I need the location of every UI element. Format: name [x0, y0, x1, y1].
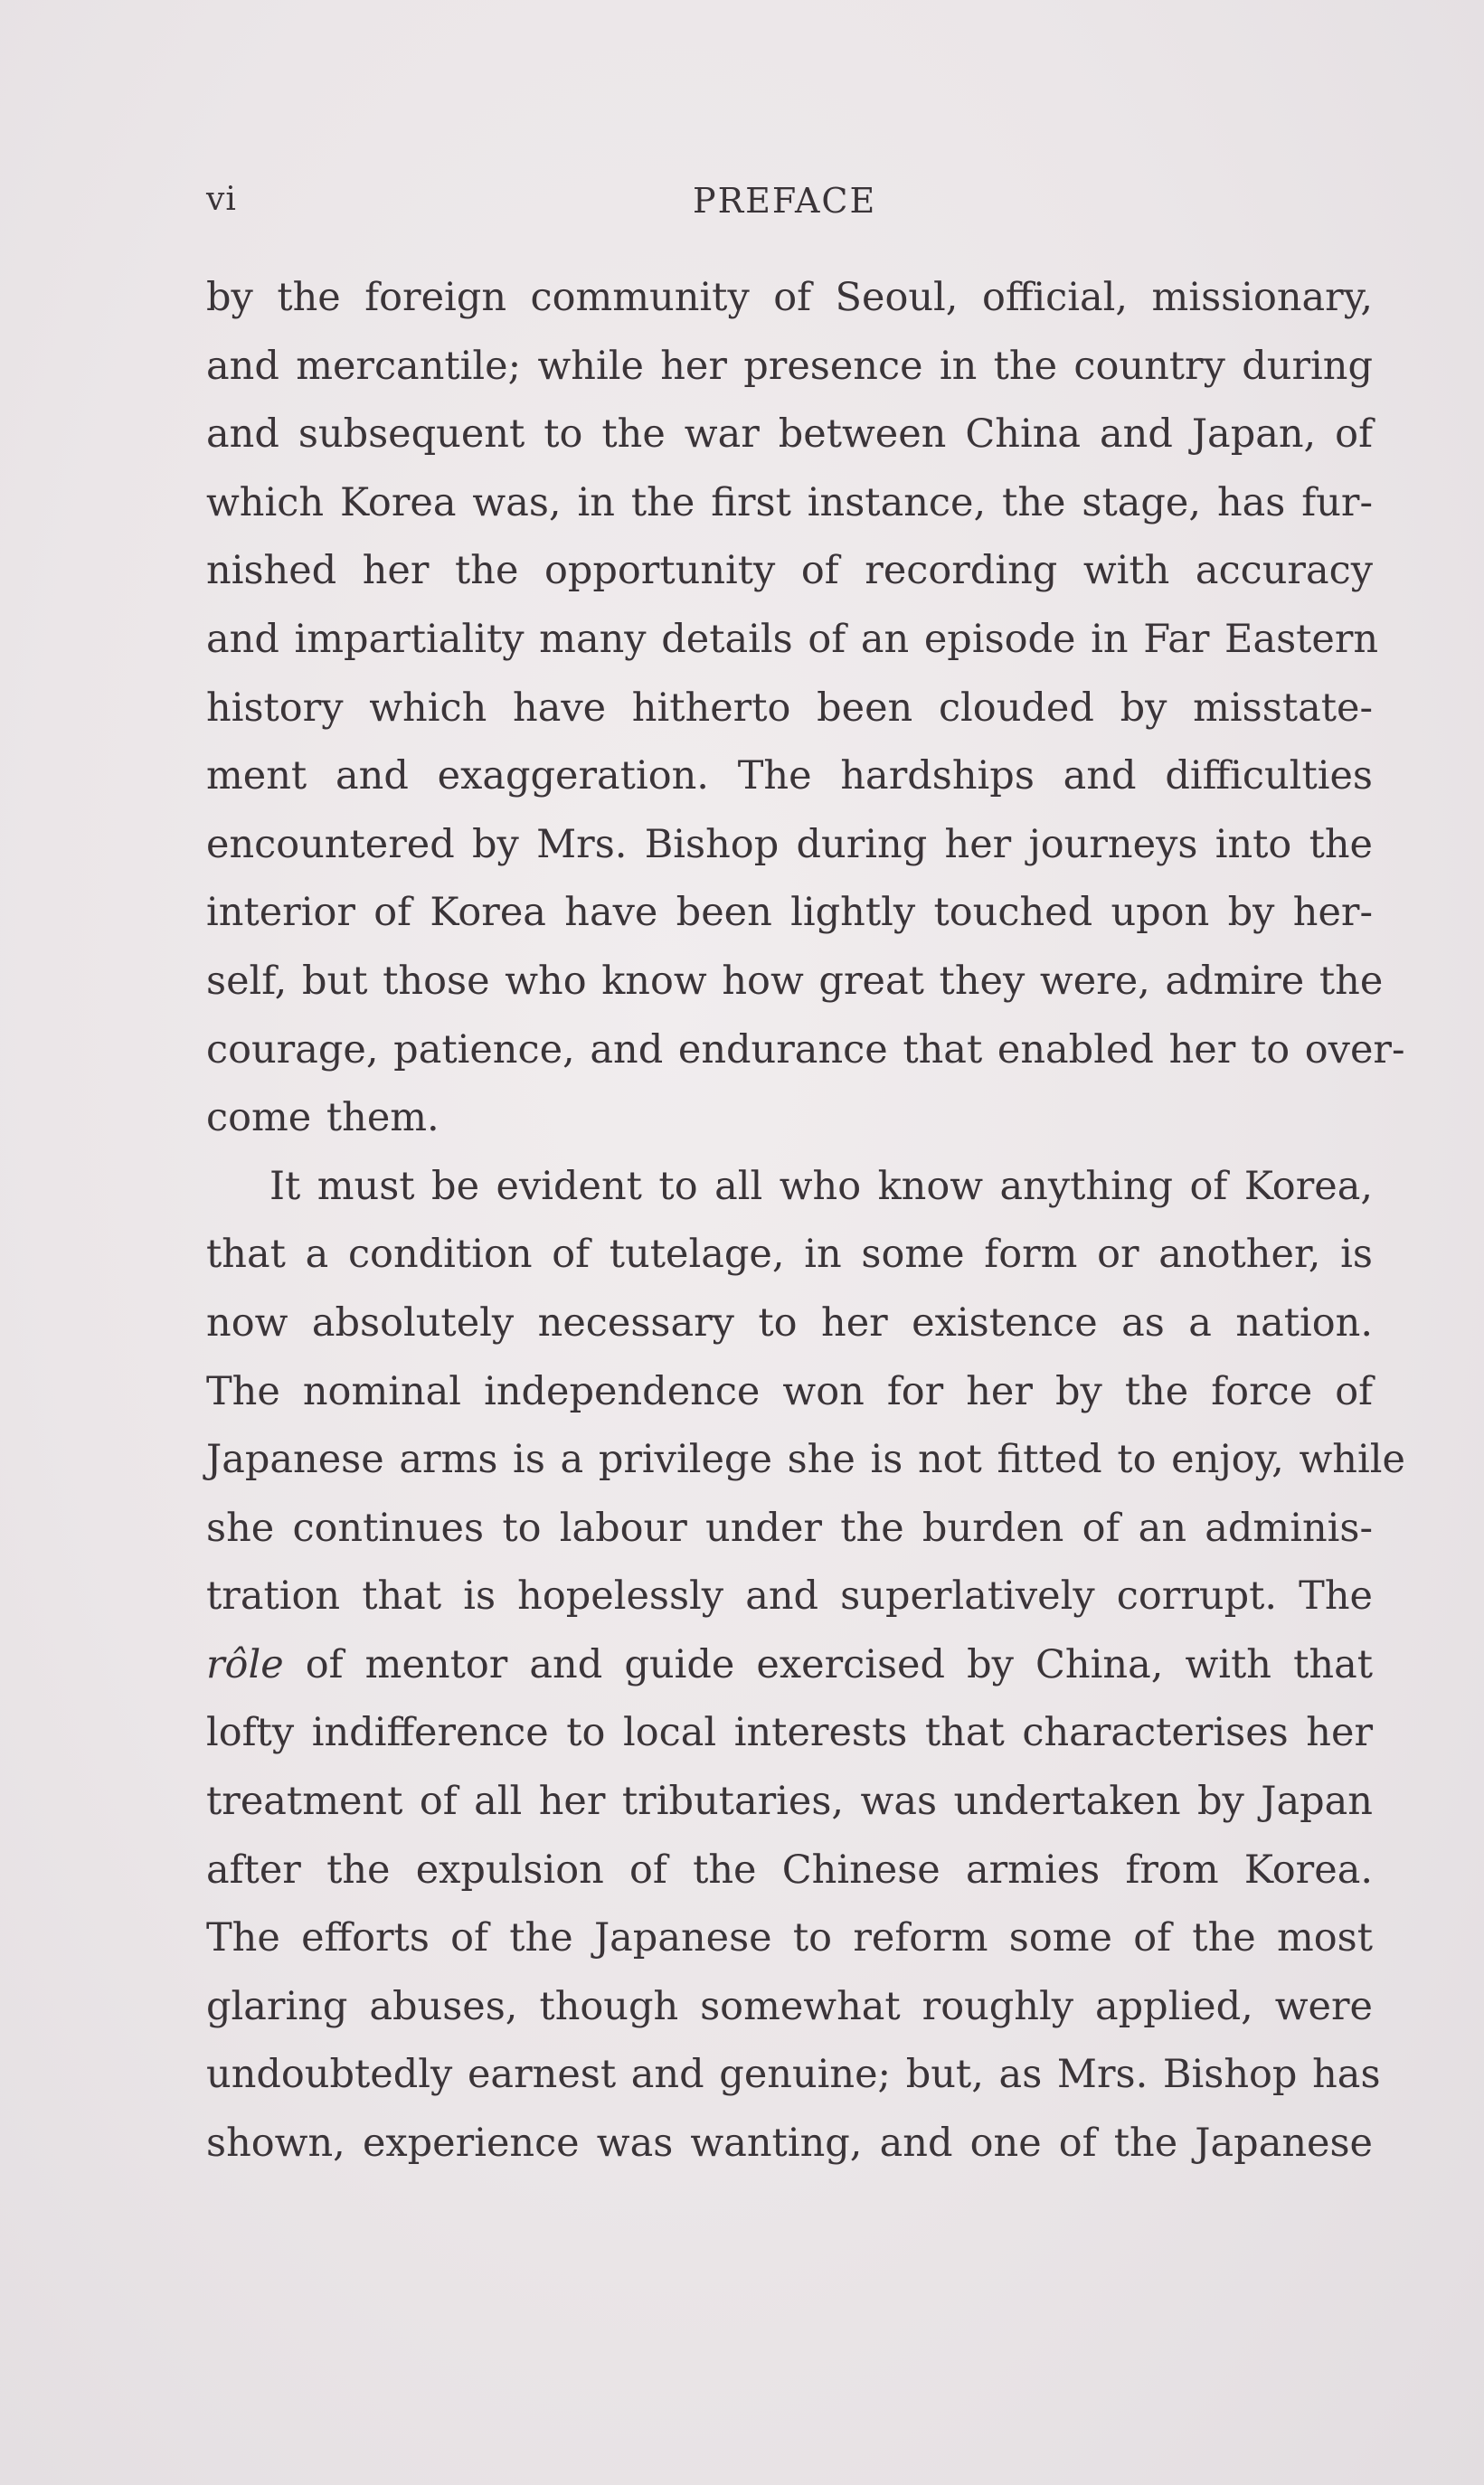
body-text: [206, 264, 1405, 2178]
text-line: by the foreign community of Seoul, official, missionary,: [206, 275, 1373, 320]
text-line: encountered by Mrs. Bishop during her journeys into the: [206, 821, 1373, 867]
text-line: and subsequent to the war between China and Japan, of: [206, 411, 1373, 458]
text-line: self, but those who know how great they were, admire the: [206, 958, 1384, 1004]
text-line: treatment of all her tributaries, was undertaken by Japan: [206, 1779, 1373, 1825]
text-line: she continues to labour under the burden of an adminis-: [206, 1505, 1373, 1551]
text-line: which Korea was, in the first instance, the stage, has fur-: [206, 479, 1373, 525]
text-line: and impartiality many details of an episode in Far Eastern: [206, 616, 1379, 662]
text-line: lofty indifference to local interests that characterises her: [206, 1710, 1373, 1756]
text-line: tration that is hopelessly and superlatively corrupt. The: [206, 1573, 1373, 1620]
text-line: The efforts of the Japanese to reform some of the most: [206, 1915, 1373, 1961]
running-title: PREFACE: [693, 181, 877, 221]
text-line: courage, patience, and endurance that enabled her to over-: [206, 1026, 1405, 1072]
text-line: and mercantile; while her presence in the country during: [206, 343, 1373, 389]
page-header: [206, 181, 1371, 226]
page-number: vi: [206, 181, 237, 218]
text-line: nished her the opportunity of recording with accuracy: [206, 548, 1373, 594]
text-line: that a condition of tutelage, in some form or another, is: [206, 1232, 1373, 1278]
text-line: The nominal independence won for her by the force of: [206, 1368, 1373, 1414]
text-line: Japanese arms is a privilege she is not fitted to enjoy, while: [206, 1437, 1405, 1483]
text-line: shown, experience was wanting, and one of the Japanese: [206, 2121, 1373, 2167]
text-line: come them.: [206, 1095, 440, 1141]
text-line: now absolutely necessary to her existence as a nation.: [206, 1299, 1373, 1346]
text-line: glaring abuses, though somewhat roughly applied, were: [206, 1983, 1373, 2029]
text-line: after the expulsion of the Chinese armies from Korea.: [206, 1847, 1373, 1893]
text-line: interior of Korea have been lightly touched upon by her-: [206, 890, 1373, 936]
italic-word: rôle: [206, 1641, 284, 1687]
text-line: [206, 1631, 1373, 1700]
text-line: It must be evident to all who know anything of Korea,: [269, 1163, 1373, 1209]
text-line: ment and exaggeration. The hardships and difficulties: [206, 753, 1373, 799]
text-fragment: of mentor and guide exercised by China, with that: [283, 1641, 1373, 1687]
text-line: undoubtedly earnest and genuine; but, as Mrs. Bishop has: [206, 2052, 1381, 2098]
text-line: history which have hitherto been clouded by misstate-: [206, 685, 1373, 731]
